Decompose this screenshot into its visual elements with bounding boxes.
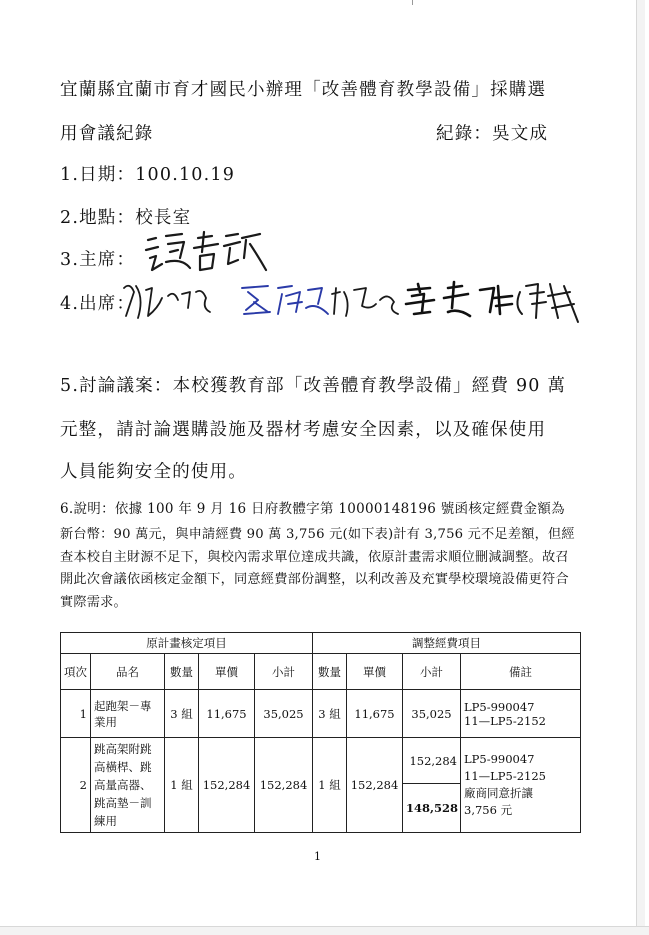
row-qty: 3 組 <box>165 690 199 738</box>
row-remarks-line: 3,756 元 <box>464 803 513 817</box>
row-remarks-line: LP5-990047 <box>464 699 535 714</box>
row-adj-unit-price: 11,675 <box>347 690 403 738</box>
row-remarks-line: 11—LP5-2125 <box>464 769 546 783</box>
row-remarks-line: LP5-990047 <box>464 752 535 766</box>
page-number: 1 <box>314 850 321 863</box>
document-title-line-1: 宜蘭縣宜蘭市育才國民小辦理「改善體育教學設備」採購選 <box>60 80 547 100</box>
header-adj-subtotal: 小計 <box>403 654 461 690</box>
budget-table <box>60 632 581 833</box>
header-adj-unit-price: 單價 <box>347 654 403 690</box>
explanation-paragraph: 新台幣：90 萬元，與申請經費 90 萬 3,756 元(如下表)計有 3,756 元不足差額，但經查本校自主財源不足下，與校內需求單位達成共識，依原計畫需求順位刪減調整。故召開此次會議依函核定金額下，同意經費部份調整，以利改善及充實學校環境設備更符合實際需求。 <box>60 527 575 610</box>
recorder-label: 紀錄：吳文成 <box>436 124 549 144</box>
row-adj-subtotal-original: 152,284 <box>403 738 461 784</box>
row-adj-qty: 1 組 <box>313 738 347 833</box>
row-name: 起跑架－專業用 <box>91 690 165 738</box>
discussion-line-2: 元整，請討論選購設施及器材考慮安全因素，以及確保使用 <box>60 420 547 440</box>
row-qty: 1 組 <box>165 738 199 833</box>
scan-mark <box>412 0 413 5</box>
row-unit-price: 11,675 <box>199 690 255 738</box>
row-remarks-line: 11—LP5-2152 <box>464 713 546 728</box>
header-remarks: 備註 <box>461 654 581 690</box>
row-adj-subtotal-adjusted: 148,528 <box>403 784 461 833</box>
row-adj-unit-price: 152,284 <box>347 738 403 833</box>
meeting-date: 1.日期：100.10.19 <box>60 165 236 185</box>
attendee-signatures <box>118 278 588 326</box>
scan-edge-right <box>636 0 645 934</box>
group-header-adjusted: 調整經費項目 <box>313 633 581 654</box>
row-index: 1 <box>61 690 91 738</box>
row-adj-subtotal: 35,025 <box>403 690 461 738</box>
row-name: 跳高架附跳高橫桿、跳高量高器、跳高墊－訓練用 <box>91 738 165 833</box>
meeting-place: 2.地點：校長室 <box>60 208 192 228</box>
table-row <box>61 690 581 738</box>
explanation-line-1: 6.說明：依據 100 年 9 月 16 日府教體字第 10000148196 號函核定經費金額為 <box>60 501 565 517</box>
document-title-line-2: 用會議紀錄 <box>60 124 154 144</box>
row-subtotal: 35,025 <box>255 690 313 738</box>
header-name: 品名 <box>91 654 165 690</box>
chair-signature <box>142 228 272 278</box>
row-remarks <box>461 690 581 738</box>
discussion-line-1: 5.討論議案：本校獲教育部「改善體育教學設備」經費 90 萬 <box>60 376 567 396</box>
attendees-label: 4.出席： <box>60 294 136 314</box>
row-adj-qty: 3 組 <box>313 690 347 738</box>
header-qty: 數量 <box>165 654 199 690</box>
header-index: 項次 <box>61 654 91 690</box>
row-remarks-line: 廠商同意折讓 <box>464 786 533 800</box>
header-subtotal: 小計 <box>255 654 313 690</box>
group-header-original: 原計畫核定項目 <box>61 633 313 654</box>
row-index: 2 <box>61 738 91 833</box>
chair-label: 3.主席： <box>60 250 136 270</box>
row-remarks <box>461 738 581 833</box>
table-row <box>61 738 581 784</box>
row-subtotal: 152,284 <box>255 738 313 833</box>
header-adj-qty: 數量 <box>313 654 347 690</box>
discussion-line-3: 人員能夠安全的使用。 <box>60 462 247 482</box>
row-unit-price: 152,284 <box>199 738 255 833</box>
header-unit-price: 單價 <box>199 654 255 690</box>
